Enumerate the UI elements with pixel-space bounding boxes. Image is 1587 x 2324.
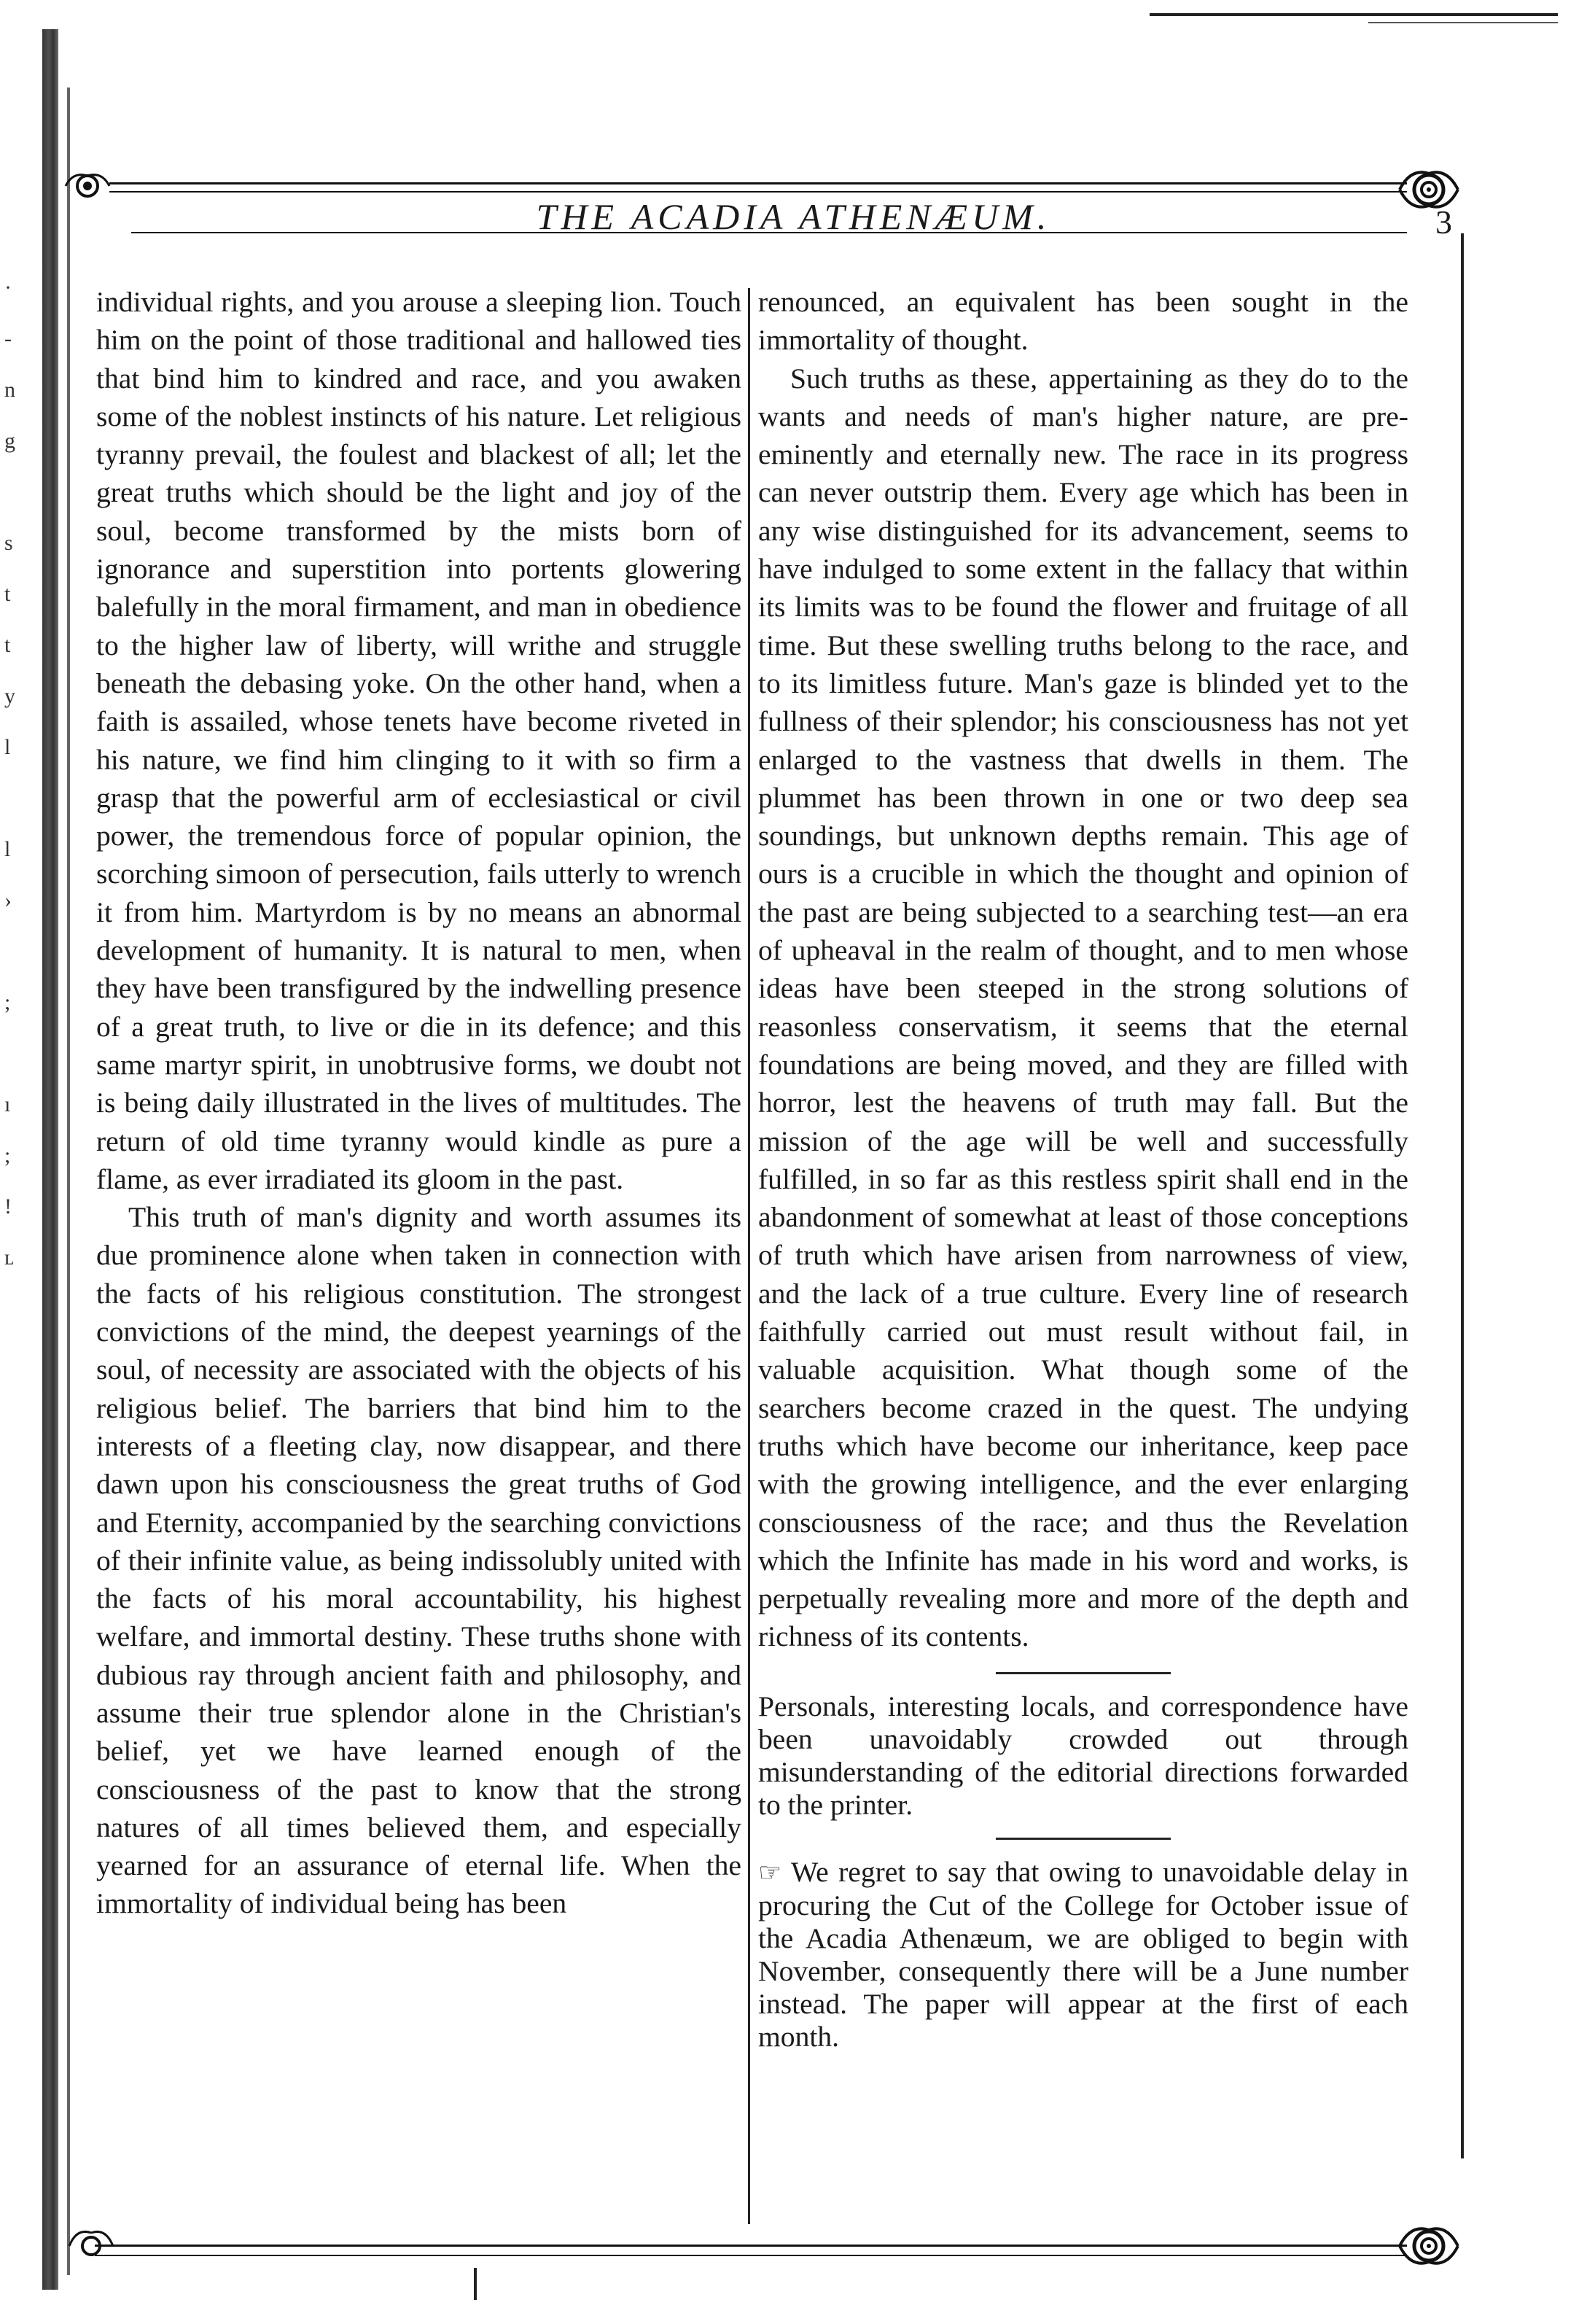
margin-mark: y (4, 684, 15, 708)
margin-mark: ! (4, 1194, 12, 1219)
margin-mark (4, 926, 34, 977)
margin-mark: l (4, 735, 11, 759)
margin-mark: g (4, 429, 15, 453)
margin-mark: ı (4, 1092, 11, 1116)
section-separator (996, 1838, 1171, 1840)
margin-mark (4, 1028, 34, 1079)
paragraph: This truth of man's dignity and worth assumes its due prominence alone when taken in connection with the facts of his religious constitution. The strongest convictions of the mind, the deepest yearnings of the soul, of necessity are associated with the objects of his religious belief. The barriers that bind him to the interests of a fleeting clay, now disappear, and there dawn upon his consciousness the great truths of God and Eternity, accompanied by the searching convictions of their infinite value, as being indissolubly united with the facts of his moral accountability, his highest welfare, and immortal destiny. These truths shone with dubious ray through ancient faith and philosophy, and assume their true splendor alone in the Christian's belief, yet we have learned enough of the consciousness of the past to know that the strong natures of all times believed them, and especially yearned for an assurance of eternal life. When the immortality of individual being has been (96, 1201, 741, 1920)
scan-mark (474, 2268, 477, 2300)
margin-mark: ; (4, 1143, 11, 1167)
left-margin-bleed (4, 263, 34, 1283)
column-divider (748, 288, 750, 2224)
notice-personals: Personals, interesting locals, and correspondence have been unavoidably crowded out through misunderstanding of the editorial directions forwarded to the printer. (758, 1690, 1408, 1821)
top-edge-mark (1368, 22, 1558, 23)
margin-mark: l (4, 837, 11, 861)
right-frame-line (1461, 233, 1464, 2158)
binding-edge-line (67, 88, 70, 2275)
paragraph: Such truths as these, appertaining as they do to the wants and needs of man's higher nature, are pre-eminently and eternally new. The race in its progress can never outstrip them. Every age which has been in any wise distinguished for its advancement, seems to have indulged to some extent in the fallacy that within its limits was to be found the flower and fruitage of all time. But these swelling truths belong to the race, and to its limitless future. Man's gaze is blinded yet to the fullness of their splendor; his consciousness has not yet enlarged to the vastness that dwells in them. The plummet has been thrown in one or two deep sea soundings, but unknown depths remain. This age of ours is a crucible in which the thought and opinion of the past are being subjected to a searching test—an era of upheaval in the realm of thought, and to men whose ideas have been steeped in the strong solutions of reasonless conservatism, it seems that the eternal foundations are being moved, and they are filled with horror, lest the heavens of truth may fall. But the mission of the age will be well and successfully fulfilled, in so far as this restless spirit shall end in the abandonment of somewhat at least of those conceptions of truth which have arisen from narrowness of view, and the lack of a true culture. Every line of research faithfully carried out must result without fail, in valuable acquisition. What though some of the searchers become crazed in the quest. The undying truths which have become our inheritance, keep pace with the growing intelligence, and the ever enlarging consciousness of the race; and thus the Revelation which the Infinite has made in his word and works, is perpetually revealing more and more of the depth and richness of its contents. (758, 362, 1408, 1653)
margin-mark: t (4, 582, 11, 606)
notice-delay (758, 1856, 1408, 2053)
footer-rule-thin (95, 2255, 1407, 2256)
margin-mark: · (4, 276, 12, 300)
margin-mark: › (4, 888, 12, 912)
header-rule-top (109, 182, 1407, 184)
footer-rule (95, 2245, 1407, 2247)
section-separator (996, 1672, 1171, 1674)
page-number: 3 (1435, 203, 1452, 241)
notice-delay-text: We regret to say that owing to unavoidable delay in procuring the Cut of the College for October issue of the Acadia Athenæum, we are obliged to begin with November, consequently there will be a June number instead. The paper will appear at the first of each month. (758, 1855, 1408, 2053)
header-rule-top-thin (109, 191, 1407, 193)
pointing-hand-icon: ☞ (758, 1857, 782, 1887)
corner-ornament-icon (1389, 2210, 1469, 2282)
left-column (96, 283, 741, 1923)
binding-edge (42, 29, 58, 2290)
right-column (758, 283, 1408, 2053)
paragraph: renounced, an equivalent has been sought in the immortality of thought. (758, 286, 1408, 357)
running-title: THE ACADIA ATHENÆUM. (536, 196, 1051, 237)
margin-mark: n (4, 378, 15, 402)
corner-ornament-icon (66, 2217, 117, 2275)
margin-mark: ; (4, 990, 11, 1014)
top-edge-mark (1150, 13, 1558, 16)
margin-mark: ʟ (4, 1245, 14, 1270)
margin-mark: t (4, 633, 11, 657)
margin-mark (4, 467, 34, 518)
paragraph: individual rights, and you arouse a sleeping lion. Touch him on the point of those traditional and hallowed ties that bind him to kindred and race, and you awaken some of the noblest instincts of his nature. Let religious tyranny prevail, the foulest and blackest of all; let the great truths which should be the light and joy of the soul, become transformed by the mists born of ignorance and superstition into portents glowering balefully in the moral firmament, and man in obedience to the higher law of liberty, will writhe and struggle beneath the debasing yoke. On the other hand, when a faith is assailed, whose tenets have become riveted in his nature, we find him clinging to it with so firm a grasp that the powerful arm of ecclesiastical or civil power, the tremendous force of popular opinion, the scorching simoon of persecution, fails utterly to wrench it from him. Martyrdom is by no means an abnormal development of humanity. It is natural to men, when they have been transfigured by the indwelling presence of a great truth, to live or die in its defence; and this same martyr spirit, in unobtrusive forms, we doubt not is being daily illustrated in the lives of multitudes. The return of old time tyranny would kindle as pure a flame, as ever irradiated its gloom in the past. (96, 286, 741, 1195)
margin-mark: - (4, 327, 12, 351)
margin-mark (4, 773, 34, 824)
margin-mark: s (4, 531, 13, 555)
